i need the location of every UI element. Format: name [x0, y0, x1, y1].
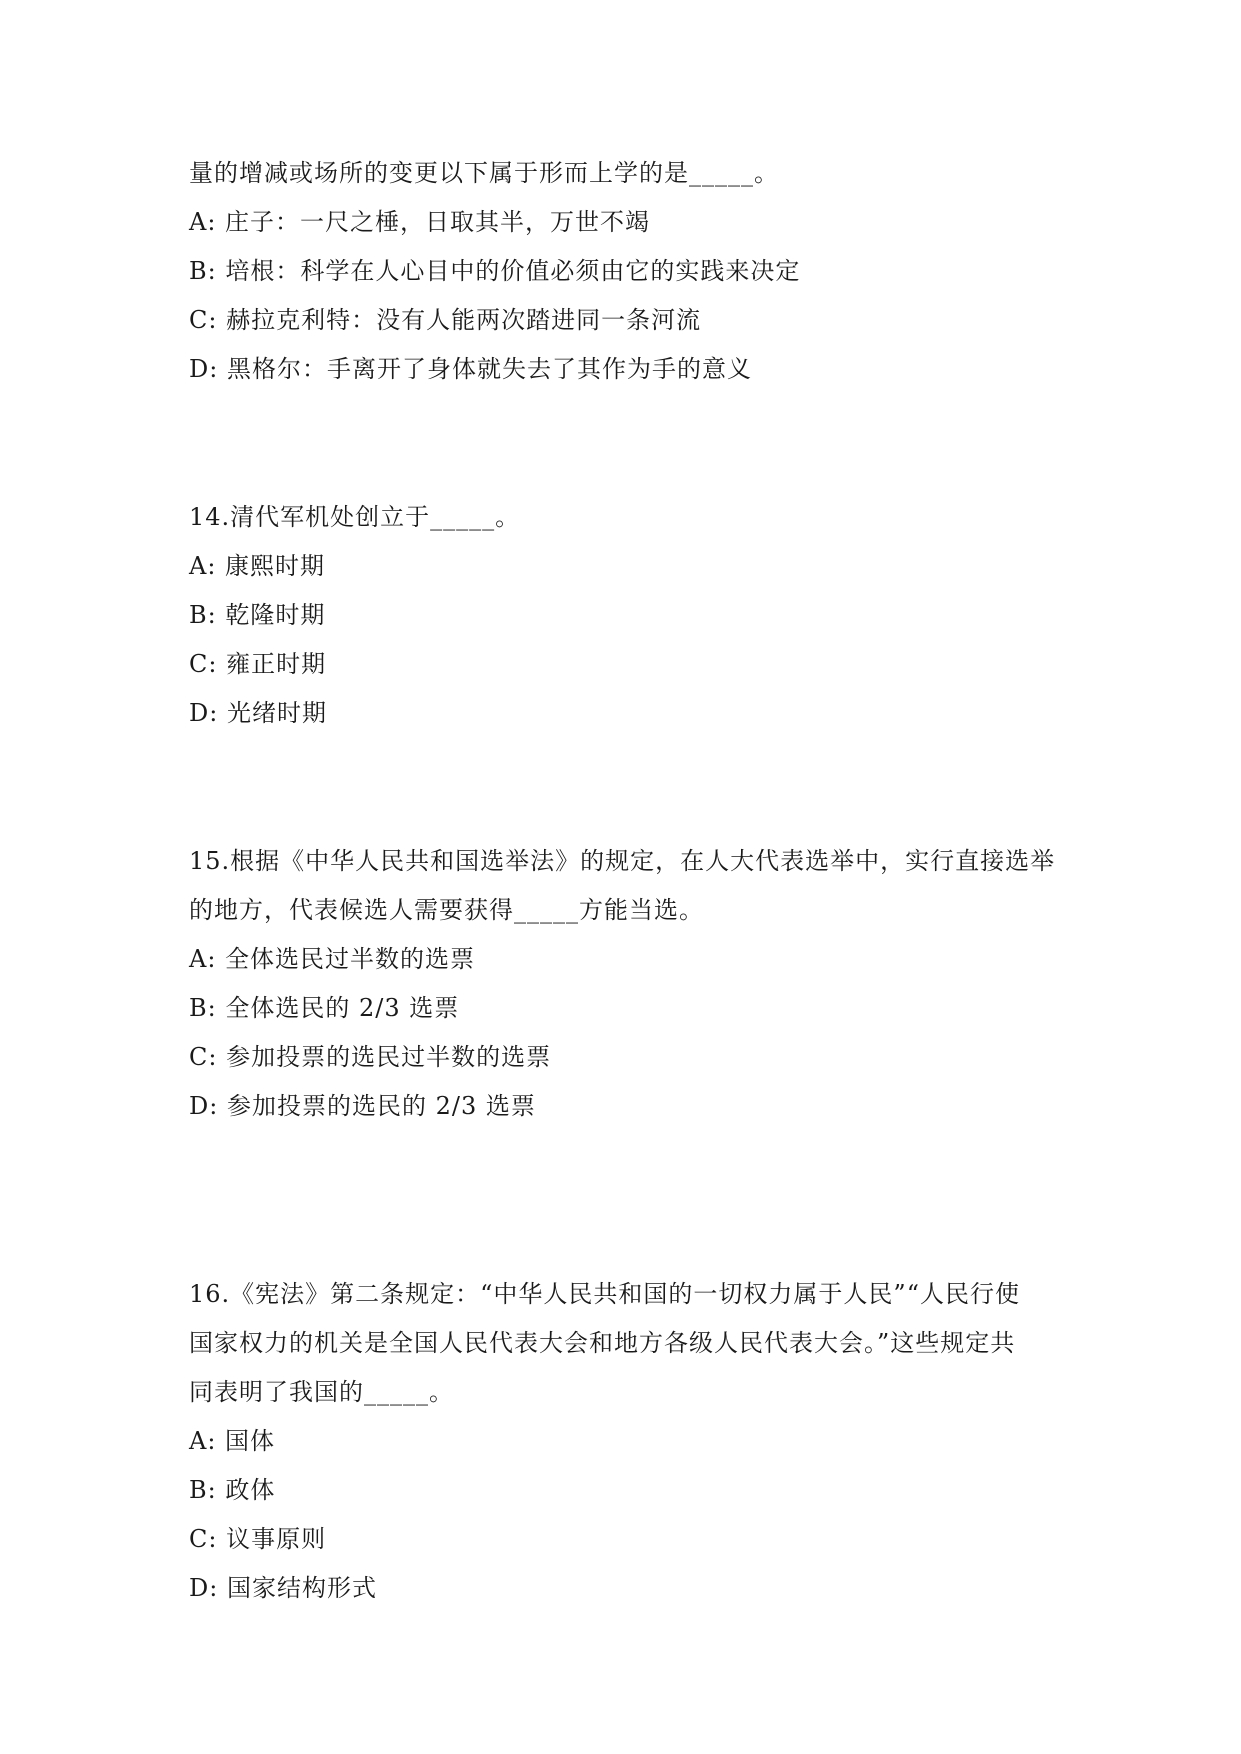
q13-option-a: A: 庄子：一尺之棰，日取其半，万世不竭	[189, 208, 651, 236]
q16-option-c: C: 议事原则	[189, 1525, 327, 1553]
q15-stem-line-1: 15.根据《中华人民共和国选举法》的规定，在人大代表选举中，实行直接选举	[189, 847, 1056, 875]
q14-option-c: C: 雍正时期	[189, 650, 327, 678]
q16-stem-line-1: 16.《宪法》第二条规定：“中华人民共和国的一切权力属于人民”“人民行使	[189, 1280, 1020, 1308]
q15-option-d: D: 参加投票的选民的 2/3 选票	[189, 1092, 536, 1120]
q14-option-b: B: 乾隆时期	[189, 601, 326, 629]
q16-stem-line-2: 国家权力的机关是全国人民代表大会和地方各级人民代表大会。”这些规定共	[189, 1329, 1016, 1357]
q16-option-a: A: 国体	[189, 1427, 276, 1455]
q13-stem-tail: 量的增减或场所的变更以下属于形而上学的是_____。	[189, 159, 779, 187]
q15-stem-line-2: 的地方，代表候选人需要获得_____方能当选。	[189, 896, 704, 924]
q16-option-b: B: 政体	[189, 1476, 276, 1504]
q14-stem: 14.清代军机处创立于_____。	[189, 503, 521, 531]
q13-option-d: D: 黑格尔：手离开了身体就失去了其作为手的意义	[189, 355, 752, 383]
q16-option-d: D: 国家结构形式	[189, 1574, 377, 1602]
q14-option-a: A: 康熙时期	[189, 552, 326, 580]
q15-option-a: A: 全体选民过半数的选票	[189, 945, 476, 973]
q16-stem-line-3: 同表明了我国的_____。	[189, 1378, 454, 1406]
q15-option-b: B: 全体选民的 2/3 选票	[189, 994, 460, 1022]
q14-option-d: D: 光绪时期	[189, 699, 327, 727]
q15-option-c: C: 参加投票的选民过半数的选票	[189, 1043, 552, 1071]
q13-option-b: B: 培根：科学在人心目中的价值必须由它的实践来决定	[189, 257, 801, 285]
q13-option-c: C: 赫拉克利特：没有人能两次踏进同一条河流	[189, 306, 702, 334]
